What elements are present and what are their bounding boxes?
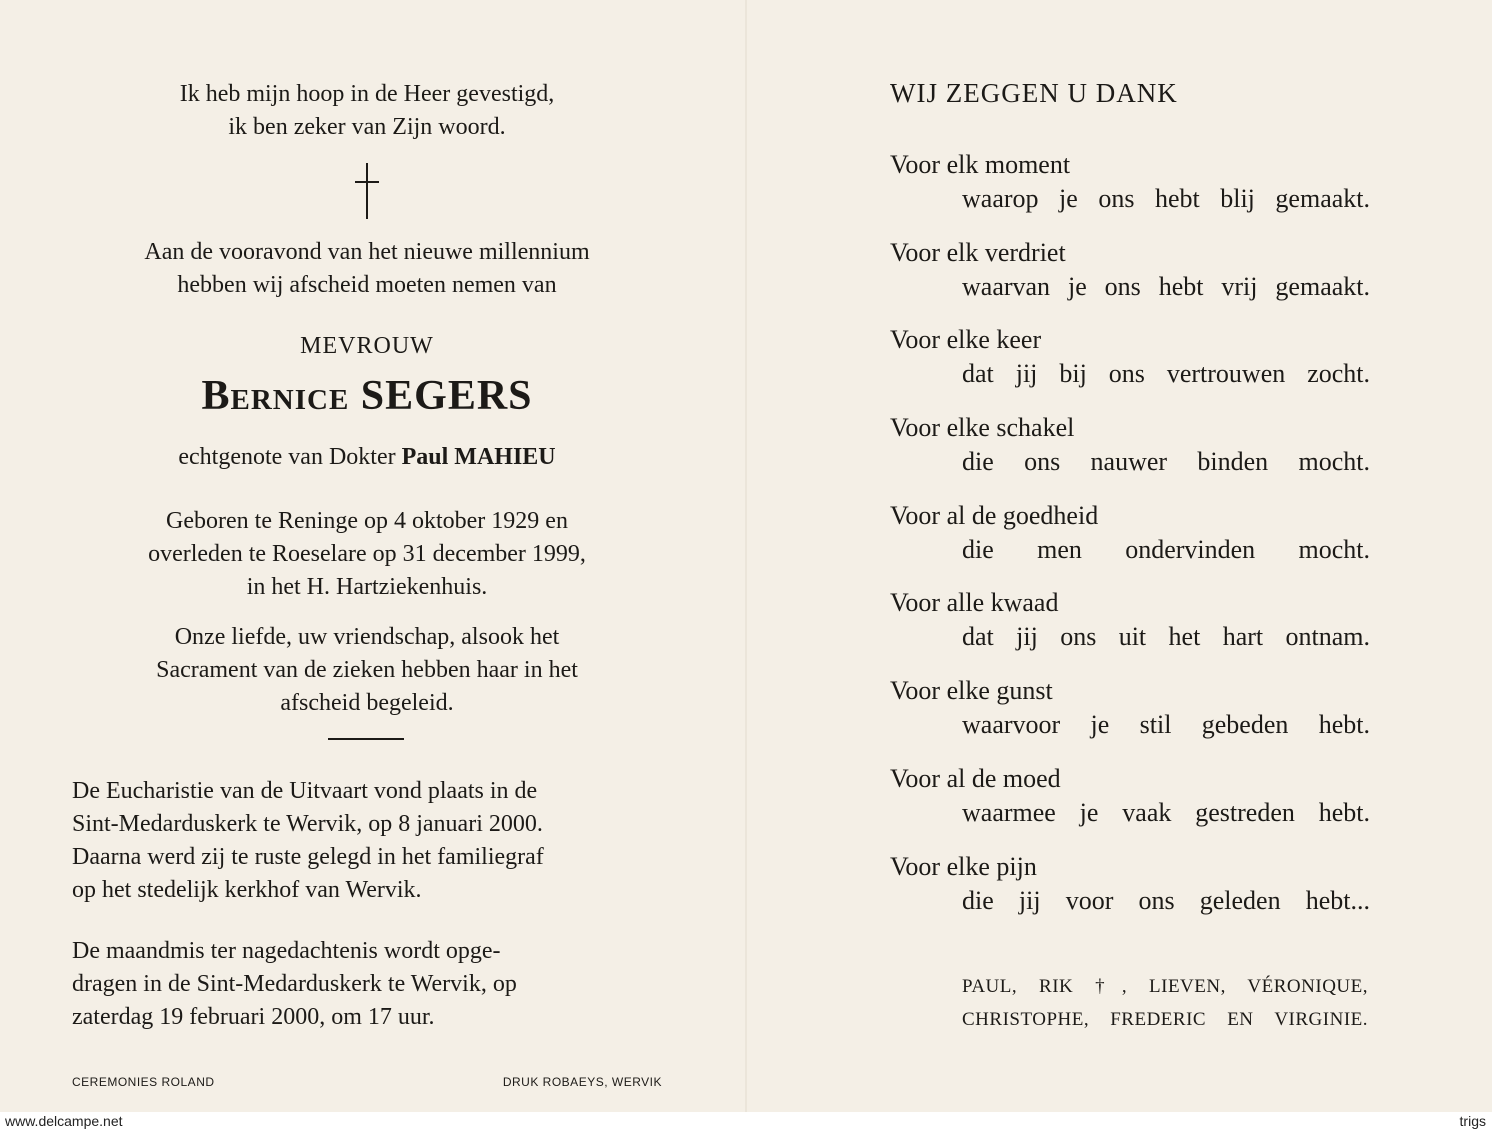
family-line: PAUL, RIK †, LIEVEN, VÉRONIQUE, xyxy=(962,976,1368,997)
stanza-line: waarvoor je stil gebeden hebt. xyxy=(962,710,1370,740)
sacrament-line: afscheid begeleid. xyxy=(280,690,454,716)
divider xyxy=(328,738,404,740)
left-panel xyxy=(72,0,662,1112)
stanza-line: Voor al de moed xyxy=(890,763,1061,793)
funeral-home: CEREMONIES ROLAND xyxy=(72,1075,215,1089)
motto-line: Ik heb mijn hoop in de Heer gevestigd, xyxy=(179,81,555,107)
poem-stanza xyxy=(890,674,1370,762)
poem-stanza xyxy=(890,850,1370,938)
watermark-right: trigs xyxy=(1459,1113,1486,1129)
poem xyxy=(890,148,1370,937)
stanza-line: waarop je ons hebt blij gemaakt. xyxy=(962,184,1370,213)
spouse-prefix: echtgenote van Dokter xyxy=(178,444,396,470)
honorific: MEVROUW xyxy=(300,333,434,359)
stanza-line: die men ondervinden mocht. xyxy=(962,534,1370,564)
sacrament-text xyxy=(72,621,662,720)
detail-line: in het H. Hartziekenhuis. xyxy=(246,574,488,600)
stanza-line: waarvan je ons hebt vrij gemaakt. xyxy=(962,271,1370,301)
poem-stanza xyxy=(890,586,1370,674)
stanza-line: Voor alle kwaad xyxy=(890,588,1059,618)
memorial-mass-text xyxy=(72,935,662,1034)
thanks-title: WIJ ZEGGEN U DANK xyxy=(890,78,1178,108)
motto xyxy=(72,78,662,144)
stanza-line: die jij voor ons geleden hebt... xyxy=(962,885,1370,915)
watermark-bar xyxy=(0,1112,1492,1131)
funeral-line: Daarna werd zij te ruste gelegd in het familiegraf xyxy=(72,844,544,870)
birth-death-details xyxy=(72,505,662,604)
stanza-line: Voor elk verdriet xyxy=(890,237,1066,267)
deceased-name: Bernice SEGERS xyxy=(201,373,533,419)
funeral-line: op het stedelijk kerkhof van Wervik. xyxy=(72,877,422,903)
intro-line: hebben wij afscheid moeten nemen van xyxy=(177,272,557,298)
poem-stanza xyxy=(890,499,1370,587)
poem-stanza xyxy=(890,411,1370,499)
spouse-name: Paul MAHIEU xyxy=(401,444,556,470)
cross-icon xyxy=(364,163,370,219)
family-signature xyxy=(962,970,1368,1036)
detail-line: overleden te Roeselare op 31 december 1999, xyxy=(148,541,586,567)
detail-line: Geboren te Reninge op 4 oktober 1929 en xyxy=(166,508,568,534)
stanza-line: dat jij bij ons vertrouwen zocht. xyxy=(962,359,1370,389)
card-fold xyxy=(745,0,747,1112)
poem-stanza xyxy=(890,323,1370,411)
stanza-line: dat jij ons uit het hart ontnam. xyxy=(962,622,1370,652)
stanza-line: die ons nauwer binden mocht. xyxy=(962,447,1370,477)
stanza-line: waarmee je vaak gestreden hebt. xyxy=(962,797,1370,827)
sacrament-line: Onze liefde, uw vriendschap, alsook het xyxy=(174,624,560,650)
poem-stanza xyxy=(890,762,1370,850)
spouse-line xyxy=(72,441,662,474)
family-line: CHRISTOPHE, FREDERIC EN VIRGINIE. xyxy=(962,1009,1368,1030)
stanza-line: Voor elke gunst xyxy=(890,676,1053,706)
watermark-left: www.delcampe.net xyxy=(5,1113,123,1129)
mass-line: zaterdag 19 februari 2000, om 17 uur. xyxy=(72,1004,435,1030)
printer-name: DRUK ROBAEYS, WERVIK xyxy=(502,1075,662,1089)
stanza-line: Voor elke keer xyxy=(890,325,1042,355)
funeral-line: Sint-Medarduskerk te Wervik, op 8 januari 2000. xyxy=(72,811,543,837)
stanza-line: Voor elke pijn xyxy=(890,851,1037,881)
funeral-text xyxy=(72,775,662,907)
motto-line: ik ben zeker van Zijn woord. xyxy=(228,114,506,140)
poem-stanza xyxy=(890,236,1370,324)
stanza-line: Voor al de goedheid xyxy=(890,500,1099,530)
sacrament-line: Sacrament van de zieken hebben haar in het xyxy=(156,657,578,683)
mass-line: dragen in de Sint-Medarduskerk te Wervik, op xyxy=(72,971,517,997)
stanza-line: Voor elk moment xyxy=(890,150,1071,179)
right-panel xyxy=(890,0,1370,1112)
poem-stanza xyxy=(890,148,1370,236)
mass-line: De maandmis ter nagedachtenis wordt opge- xyxy=(72,938,501,964)
intro xyxy=(72,236,662,302)
stanza-line: Voor elke schakel xyxy=(890,413,1075,443)
funeral-line: De Eucharistie van de Uitvaart vond plaats in de xyxy=(72,778,538,804)
intro-line: Aan de vooravond van het nieuwe millennium xyxy=(144,239,590,265)
